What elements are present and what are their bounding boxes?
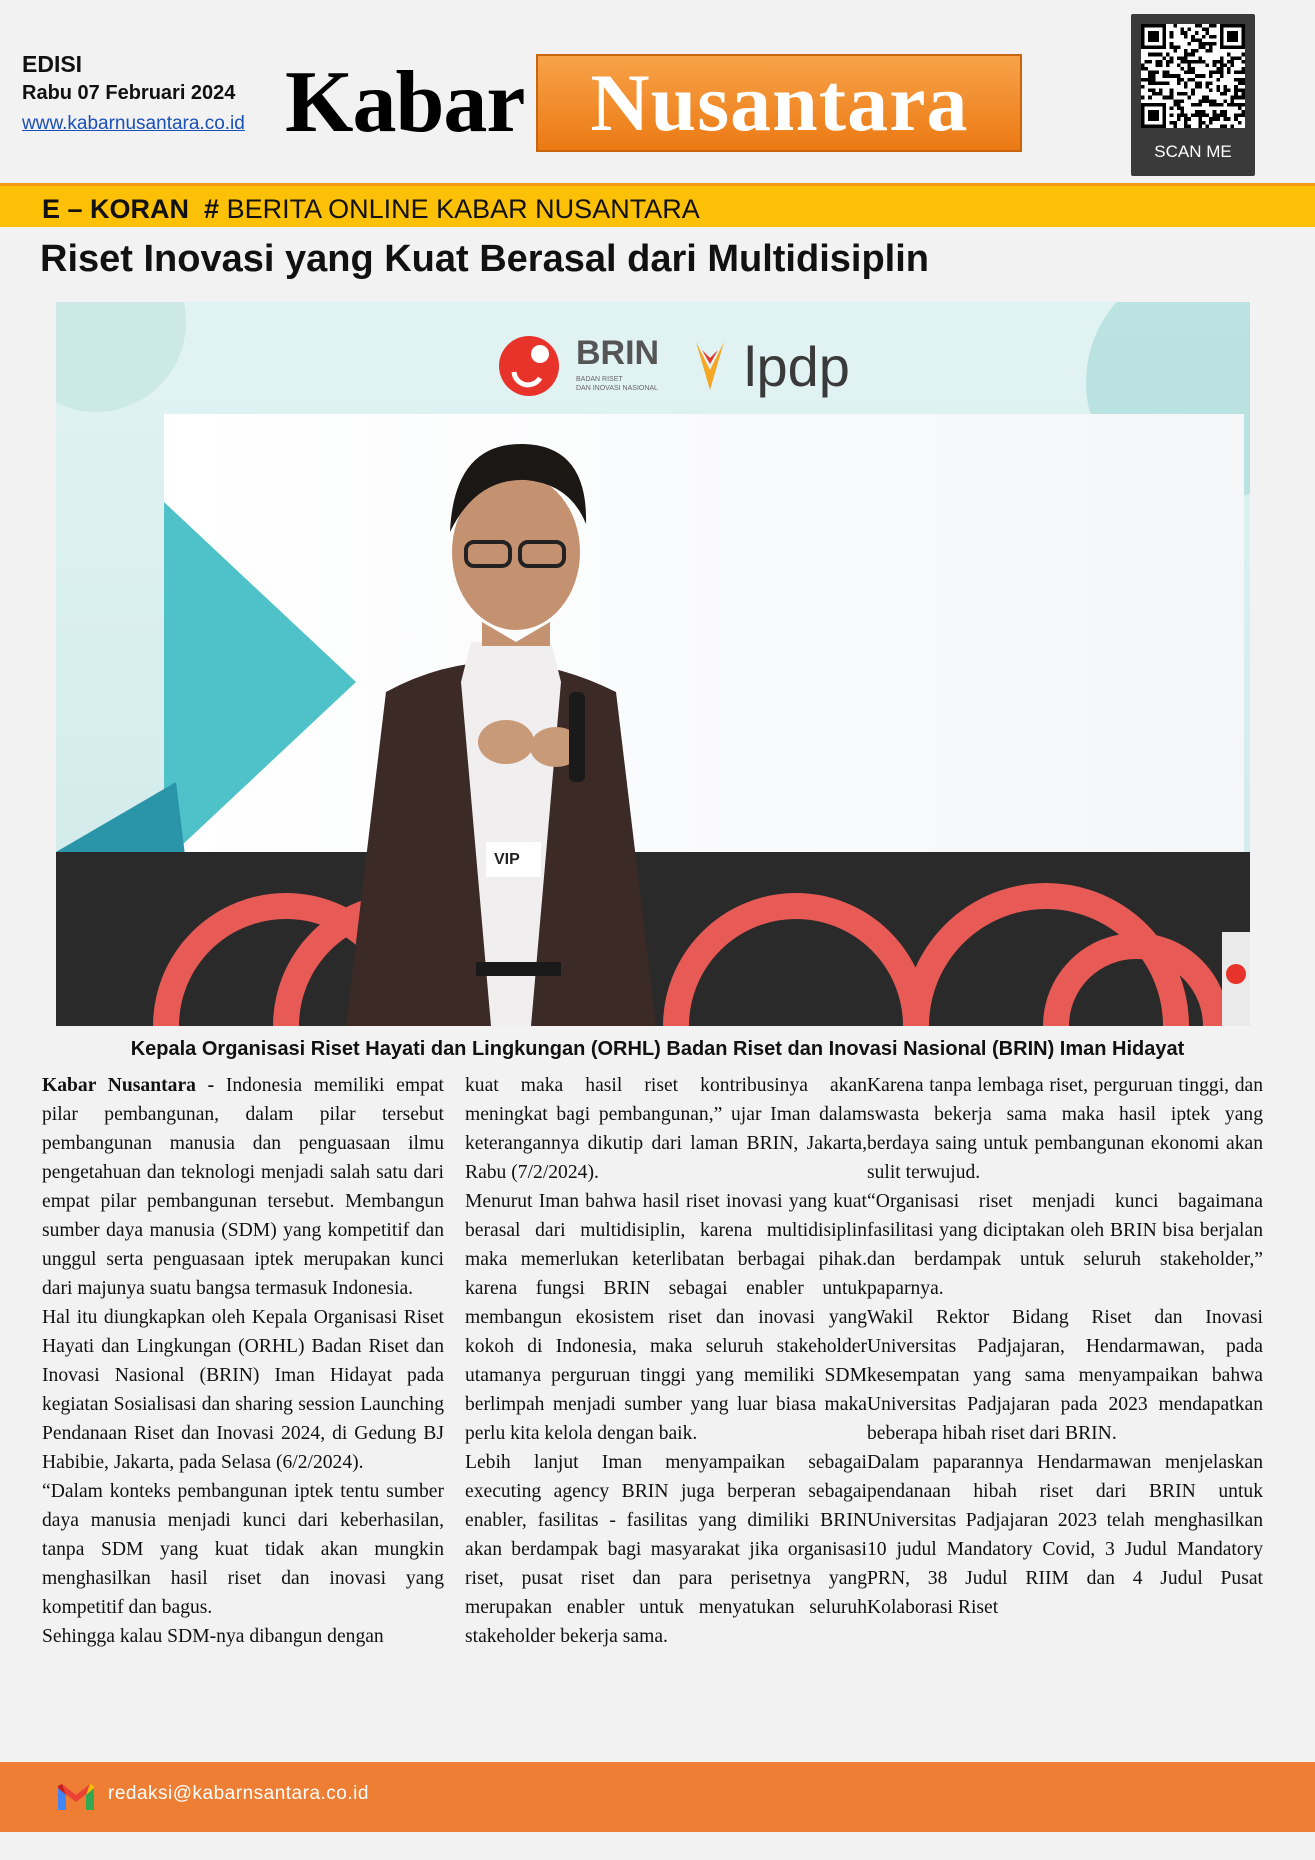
paragraph: Kabar Nusantara - Indonesia memiliki empat pilar pembangunan, dalam pilar tersebut pembangunan manusia dan penguasaan ilmu pengetahuan dan teknologi menjadi salah satu dari empat pilar pembangunan tersebut. Membangun sumber daya manusia (SDM) yang kompetitif dan unggul serta penguasaan iptek merupakan kunci dari majunya suatu bangsa termasuk Indonesia. bbox=[42, 1075, 445, 1299]
qr-code-icon bbox=[1141, 24, 1245, 128]
masthead-kabar: Kabar bbox=[285, 54, 525, 151]
gmail-icon bbox=[56, 1782, 96, 1812]
brin-logo-text: BRIN bbox=[576, 334, 660, 372]
paragraph: “Organisasi riset menjadi kunci bagaimana fasilitasi yang diciptakan oleh BRIN bisa berjalan dan berdampak untuk seluruh stakeholder,” paparnya. bbox=[867, 1191, 1263, 1299]
article-column-3 bbox=[867, 1071, 1263, 1622]
lpdp-logo-text: lpdp bbox=[744, 335, 850, 398]
qr-code-block[interactable] bbox=[1131, 14, 1255, 176]
edition-info bbox=[22, 52, 272, 135]
article-column-2 bbox=[465, 1071, 867, 1651]
article-dateline: Kabar Nusantara - bbox=[42, 1075, 215, 1096]
paragraph: “Dalam konteks pembangunan iptek tentu sumber daya manusia menjadi kunci dari keberhasilan, tanpa SDM yang kuat tidak akan mungkin menghasilkan hasil riset dan inovasi yang kompetitif dan bagus. bbox=[42, 1481, 444, 1618]
band-label: E – KORAN bbox=[42, 194, 190, 224]
article-photo bbox=[56, 302, 1250, 1026]
article-headline: Riset Inovasi yang Kuat Berasal dari Multidisiplin bbox=[40, 238, 929, 280]
paragraph: Dalam paparannya Hendarmawan menjelaskan pendanaan hibah riset dari BRIN untuk Universitas Padjajaran 2023 telah menghasilkan 10 judul Mandatory Covid, 3 Judul Mandatory PRN, 38 Judul RIIM dan 4 Judul Pusat Kolaborasi Riset bbox=[867, 1452, 1263, 1618]
article-column-1 bbox=[42, 1071, 444, 1651]
paragraph: Wakil Rektor Bidang Riset dan Inovasi Universitas Padjajaran, Hendarmawan, pada kesempatan yang sama menyampaikan bahwa Universitas Padjajaran pada 2023 mendapatkan beberapa hibah riset dari BRIN. bbox=[867, 1307, 1263, 1444]
qr-label: SCAN ME bbox=[1154, 142, 1232, 161]
footer-email[interactable]: redaksi@kabarnsantara.co.id bbox=[108, 1783, 369, 1804]
brin-logo-sub2: DAN INOVASI NASIONAL bbox=[576, 385, 658, 392]
masthead-logo bbox=[285, 48, 1022, 158]
section-band bbox=[0, 183, 1315, 227]
paragraph: Hal itu diungkapkan oleh Kepala Organisasi Riset Hayati dan Lingkungan (ORHL) Badan Riset dan Inovasi Nasional (BRIN) Iman Hidayat pada kegiatan Sosialisasi dan sharing session Launching Pendanaan Riset dan Inovasi 2024, di Gedung BJ Habibie, Jakarta, pada Selasa (6/2/2024). bbox=[42, 1307, 444, 1473]
brin-logo-sub1: BADAN RISET bbox=[576, 376, 623, 383]
masthead-nusantara-box bbox=[536, 54, 1022, 152]
band-hash: # bbox=[204, 194, 220, 224]
footer bbox=[0, 1762, 1315, 1832]
paragraph: Lebih lanjut Iman menyampaikan sebagai executing agency BRIN juga berperan sebagai enabler, fasilitas - fasilitas yang dimiliki BRIN akan berdampak bagi masyarakat jika organisasi riset, pusat riset dan para perisetnya yang merupakan enabler untuk menyatukan seluruh stakeholder bekerja sama. bbox=[465, 1452, 867, 1647]
masthead-nusantara: Nusantara bbox=[590, 57, 969, 148]
edition-label: EDISI bbox=[22, 51, 83, 77]
vip-badge-text: VIP bbox=[494, 851, 520, 868]
band-tagline: BERITA ONLINE KABAR NUSANTARA bbox=[226, 194, 700, 224]
paragraph: Menurut Iman bahwa hasil riset inovasi yang kuat berasal dari multidisiplin, karena multidisiplin maka memerlukan keterlibatan berbagai pihak. karena fungsi BRIN sebagai enabler untuk membangun ekosistem riset dan inovasi yang kokoh di Indonesia, maka seluruh stakeholder utamanya perguruan tinggi yang memiliki SDM berlimpah menjadi sumber yang luar biasa maka perlu kita kelola dengan baik. bbox=[465, 1191, 867, 1444]
paragraph: Sehingga kalau SDM-nya dibangun dengan bbox=[42, 1626, 384, 1647]
photo-caption: Kepala Organisasi Riset Hayati dan Lingkungan (ORHL) Badan Riset dan Inovasi Nasional (BRIN) Iman Hidayat bbox=[130, 1038, 1185, 1060]
paragraph: Karena tanpa lembaga riset, perguruan tinggi, dan swasta bekerja sama maka hasil iptek yang berdaya saing untuk pembangunan ekonomi akan sulit terwujud. bbox=[867, 1075, 1263, 1183]
edition-date: Rabu 07 Februari 2024 bbox=[22, 82, 236, 104]
paragraph: kuat maka hasil riset kontribusinya akan meningkat bagi pembangunan,” ujar Iman dalam keterangannya dikutip dari laman BRIN, Jakarta, Rabu (7/2/2024). bbox=[465, 1075, 867, 1183]
website-link[interactable]: www.kabarnusantara.co.id bbox=[22, 113, 245, 134]
band-text bbox=[42, 194, 700, 225]
